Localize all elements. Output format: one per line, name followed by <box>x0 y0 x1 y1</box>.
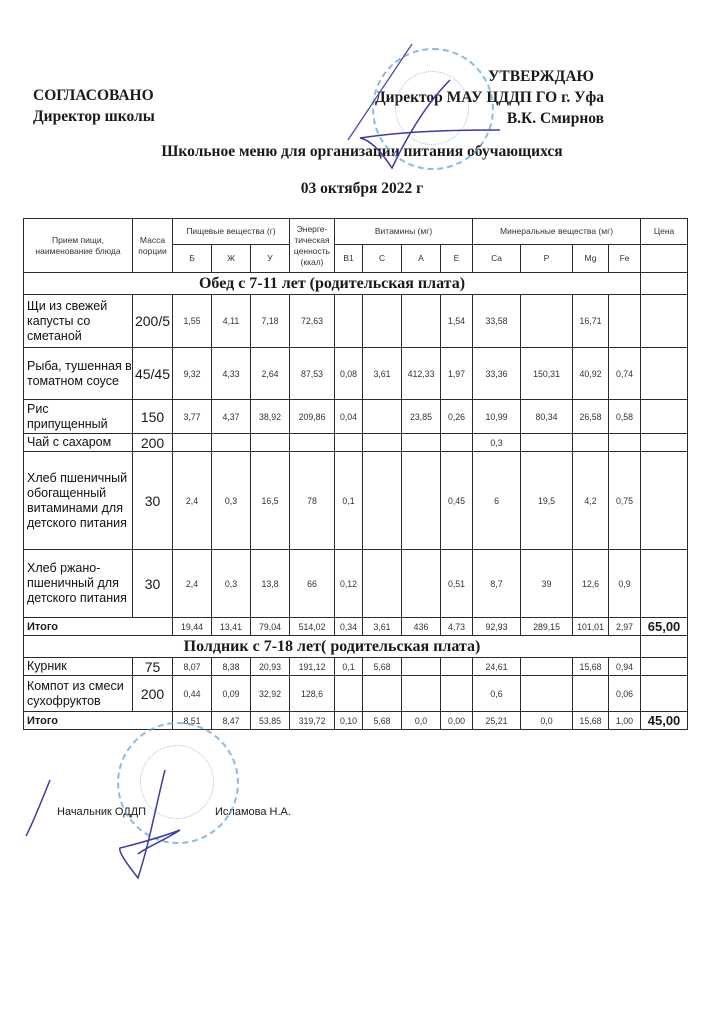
dish-mass: 75 <box>133 658 173 676</box>
total-row <box>24 712 688 730</box>
cell-e: 0,45 <box>441 452 473 550</box>
cell-energy: 128,6 <box>290 676 335 712</box>
cell-b1 <box>335 295 363 348</box>
cell-mg: 15,68 <box>573 658 609 676</box>
approved-name: В.К. Смирнов <box>506 110 604 127</box>
header-meal: Прием пищи, наименование блюда <box>24 219 133 273</box>
cell-u: 7,18 <box>251 295 290 348</box>
approved-block <box>375 66 604 129</box>
cell-a: 412,33 <box>402 348 441 400</box>
table-row <box>24 452 688 550</box>
stamp-bottom <box>117 722 239 844</box>
cell-energy: 78 <box>290 452 335 550</box>
cell-u: 38,92 <box>251 400 290 434</box>
signature-bottom-icon <box>20 770 200 880</box>
cell-u <box>251 434 290 452</box>
cell-zh: 4,11 <box>212 295 251 348</box>
table-row <box>24 434 688 452</box>
cell-energy: 72,63 <box>290 295 335 348</box>
section-row <box>24 273 688 295</box>
cell-c: 5,68 <box>363 658 402 676</box>
dish-mass: 200 <box>133 676 173 712</box>
total-energy: 319,72 <box>290 712 335 730</box>
cell-p <box>521 676 573 712</box>
cell-ca: 24,61 <box>473 658 521 676</box>
cell-c: 3,61 <box>363 348 402 400</box>
total-b1: 0,34 <box>335 618 363 636</box>
table-row <box>24 295 688 348</box>
section-row <box>24 636 688 658</box>
cell-energy: 66 <box>290 550 335 618</box>
section-title: Полдник с 7-18 лет( родительская плата) <box>24 636 641 658</box>
cell-e: 1,97 <box>441 348 473 400</box>
cell-c <box>363 452 402 550</box>
agreed-title: СОГЛАСОВАНО <box>33 87 154 104</box>
cell-energy <box>290 434 335 452</box>
cell-price <box>641 676 688 712</box>
cell-u: 20,93 <box>251 658 290 676</box>
total-c: 3,61 <box>363 618 402 636</box>
total-u: 53,85 <box>251 712 290 730</box>
cell-zh: 4,37 <box>212 400 251 434</box>
dish-name: Щи из свежей капусты со сметаной <box>24 295 133 348</box>
cell-u: 2,64 <box>251 348 290 400</box>
total-p: 289,15 <box>521 618 573 636</box>
total-price: 65,00 <box>641 618 688 636</box>
cell-ca: 10,99 <box>473 400 521 434</box>
total-row <box>24 618 688 636</box>
document-title: Школьное меню для организации питания обучающихся <box>161 143 563 160</box>
cell-p <box>521 295 573 348</box>
total-zh: 13,41 <box>212 618 251 636</box>
subheader-e: E <box>441 245 473 273</box>
cell-b <box>173 434 212 452</box>
table-row <box>24 676 688 712</box>
dish-mass: 150 <box>133 400 173 434</box>
cell-fe: 0,75 <box>609 452 641 550</box>
cell-a <box>402 295 441 348</box>
footer-signature <box>57 806 291 818</box>
cell-e: 0,26 <box>441 400 473 434</box>
total-energy: 514,02 <box>290 618 335 636</box>
dish-name: Курник <box>24 658 133 676</box>
cell-c <box>363 676 402 712</box>
total-a: 436 <box>402 618 441 636</box>
header-energy: Энерге-тическая ценность (ккал) <box>290 219 335 273</box>
dish-mass: 30 <box>133 452 173 550</box>
cell-mg: 16,71 <box>573 295 609 348</box>
total-mg: 101,01 <box>573 618 609 636</box>
cell-mg <box>573 434 609 452</box>
dish-name: Компот из смеси сухофруктов <box>24 676 133 712</box>
cell-c <box>363 400 402 434</box>
total-e: 0,00 <box>441 712 473 730</box>
cell-u: 13,8 <box>251 550 290 618</box>
cell-ca: 0,3 <box>473 434 521 452</box>
cell-ca: 6 <box>473 452 521 550</box>
dish-name: Рыба, тушенная в томатном соусе <box>24 348 133 400</box>
cell-b: 8,07 <box>173 658 212 676</box>
menu-table <box>23 218 688 730</box>
cell-p: 80,34 <box>521 400 573 434</box>
total-u: 79,04 <box>251 618 290 636</box>
header-price: Цена <box>641 219 688 245</box>
subheader-fe: Fe <box>609 245 641 273</box>
dish-mass: 200 <box>133 434 173 452</box>
total-price: 45,00 <box>641 712 688 730</box>
total-b: 8,51 <box>173 712 212 730</box>
table-row <box>24 400 688 434</box>
total-c: 5,68 <box>363 712 402 730</box>
total-ca: 25,21 <box>473 712 521 730</box>
cell-ca: 0,6 <box>473 676 521 712</box>
table-row <box>24 550 688 618</box>
cell-b1 <box>335 434 363 452</box>
total-b: 19,44 <box>173 618 212 636</box>
subheader-p: P <box>521 245 573 273</box>
cell-b: 3,77 <box>173 400 212 434</box>
cell-p: 19,5 <box>521 452 573 550</box>
agreed-role: Директор школы <box>33 108 155 125</box>
cell-a <box>402 434 441 452</box>
cell-fe: 0,06 <box>609 676 641 712</box>
dish-mass: 200/5 <box>133 295 173 348</box>
cell-b: 1,55 <box>173 295 212 348</box>
cell-a <box>402 676 441 712</box>
subheader-c: C <box>363 245 402 273</box>
dish-name: Хлеб пшеничный обогащенный витаминами для детского питания <box>24 452 133 550</box>
table-row <box>24 658 688 676</box>
cell-c <box>363 434 402 452</box>
cell-b1: 0,08 <box>335 348 363 400</box>
footer-name: Исламова Н.А. <box>215 806 291 818</box>
cell-mg <box>573 676 609 712</box>
header-nutrients: Пищевые вещества (г) <box>173 219 290 245</box>
cell-a <box>402 452 441 550</box>
cell-e: 0,51 <box>441 550 473 618</box>
cell-zh: 4,33 <box>212 348 251 400</box>
dish-name: Хлеб ржано-пшеничный для детского питания <box>24 550 133 618</box>
section-title: Обед с 7-11 лет (родительская плата) <box>24 273 641 295</box>
cell-price <box>641 434 688 452</box>
header-minerals: Минеральные вещества (мг) <box>473 219 641 245</box>
cell-fe <box>609 295 641 348</box>
section-price-empty <box>641 273 688 295</box>
cell-p <box>521 658 573 676</box>
cell-u: 32,92 <box>251 676 290 712</box>
total-zh: 8,47 <box>212 712 251 730</box>
total-e: 4,73 <box>441 618 473 636</box>
cell-zh: 0,3 <box>212 550 251 618</box>
cell-price <box>641 658 688 676</box>
cell-p <box>521 434 573 452</box>
subheader-a: A <box>402 245 441 273</box>
section-price-empty <box>641 636 688 658</box>
cell-zh <box>212 434 251 452</box>
dish-mass: 30 <box>133 550 173 618</box>
table-row <box>24 348 688 400</box>
dish-name: Рис припущенный <box>24 400 133 434</box>
header-mass: Масса порции <box>133 219 173 273</box>
cell-e <box>441 434 473 452</box>
cell-b1 <box>335 676 363 712</box>
cell-b: 2,4 <box>173 550 212 618</box>
cell-energy: 87,53 <box>290 348 335 400</box>
stamp-bottom-inner <box>140 745 214 819</box>
total-a: 0,0 <box>402 712 441 730</box>
subheader-mg: Mg <box>573 245 609 273</box>
agreed-block <box>33 85 155 127</box>
total-mg: 15,68 <box>573 712 609 730</box>
cell-b: 9,32 <box>173 348 212 400</box>
header-row <box>24 219 688 245</box>
cell-zh: 8,38 <box>212 658 251 676</box>
document-date: 03 октября 2022 г <box>300 180 424 197</box>
cell-b: 0,44 <box>173 676 212 712</box>
cell-mg: 4,2 <box>573 452 609 550</box>
cell-a <box>402 658 441 676</box>
cell-price <box>641 295 688 348</box>
header-vitamins: Витамины (мг) <box>335 219 473 245</box>
total-label: Итого <box>24 712 173 730</box>
cell-p: 150,31 <box>521 348 573 400</box>
subheader-zh: Ж <box>212 245 251 273</box>
total-fe: 2,97 <box>609 618 641 636</box>
cell-ca: 33,36 <box>473 348 521 400</box>
approved-role: Директор МАУ ЦДДП ГО г. Уфа <box>374 89 604 106</box>
cell-c <box>363 295 402 348</box>
total-p: 0,0 <box>521 712 573 730</box>
dish-name: Чай с сахаром <box>24 434 133 452</box>
footer-role: Начальник ОДДП <box>57 806 147 818</box>
cell-mg: 40,92 <box>573 348 609 400</box>
cell-price <box>641 452 688 550</box>
approved-title: УТВЕРЖДАЮ <box>488 68 594 85</box>
cell-price <box>641 550 688 618</box>
subheader-u: У <box>251 245 290 273</box>
cell-fe: 0,58 <box>609 400 641 434</box>
cell-energy: 209,86 <box>290 400 335 434</box>
cell-a <box>402 550 441 618</box>
total-b1: 0,10 <box>335 712 363 730</box>
cell-e <box>441 658 473 676</box>
subheader-b1: B1 <box>335 245 363 273</box>
cell-price <box>641 348 688 400</box>
cell-ca: 33,58 <box>473 295 521 348</box>
subheader-ca: Ca <box>473 245 521 273</box>
cell-fe: 0,9 <box>609 550 641 618</box>
cell-b1: 0,1 <box>335 452 363 550</box>
cell-b: 2,4 <box>173 452 212 550</box>
cell-b1: 0,1 <box>335 658 363 676</box>
cell-b1: 0,12 <box>335 550 363 618</box>
total-fe: 1,00 <box>609 712 641 730</box>
cell-fe <box>609 434 641 452</box>
cell-fe: 0,74 <box>609 348 641 400</box>
subheader-b: Б <box>173 245 212 273</box>
cell-energy: 191,12 <box>290 658 335 676</box>
total-label: Итого <box>24 618 173 636</box>
cell-c <box>363 550 402 618</box>
cell-fe: 0,94 <box>609 658 641 676</box>
cell-zh: 0,3 <box>212 452 251 550</box>
cell-price <box>641 400 688 434</box>
cell-b1: 0,04 <box>335 400 363 434</box>
cell-zh: 0,09 <box>212 676 251 712</box>
cell-u: 16,5 <box>251 452 290 550</box>
subheader-price-empty <box>641 245 688 273</box>
cell-p: 39 <box>521 550 573 618</box>
total-ca: 92,93 <box>473 618 521 636</box>
cell-e: 1,54 <box>441 295 473 348</box>
cell-mg: 12,6 <box>573 550 609 618</box>
cell-a: 23,85 <box>402 400 441 434</box>
cell-ca: 8,7 <box>473 550 521 618</box>
cell-e <box>441 676 473 712</box>
cell-mg: 26,58 <box>573 400 609 434</box>
dish-mass: 45/45 <box>133 348 173 400</box>
